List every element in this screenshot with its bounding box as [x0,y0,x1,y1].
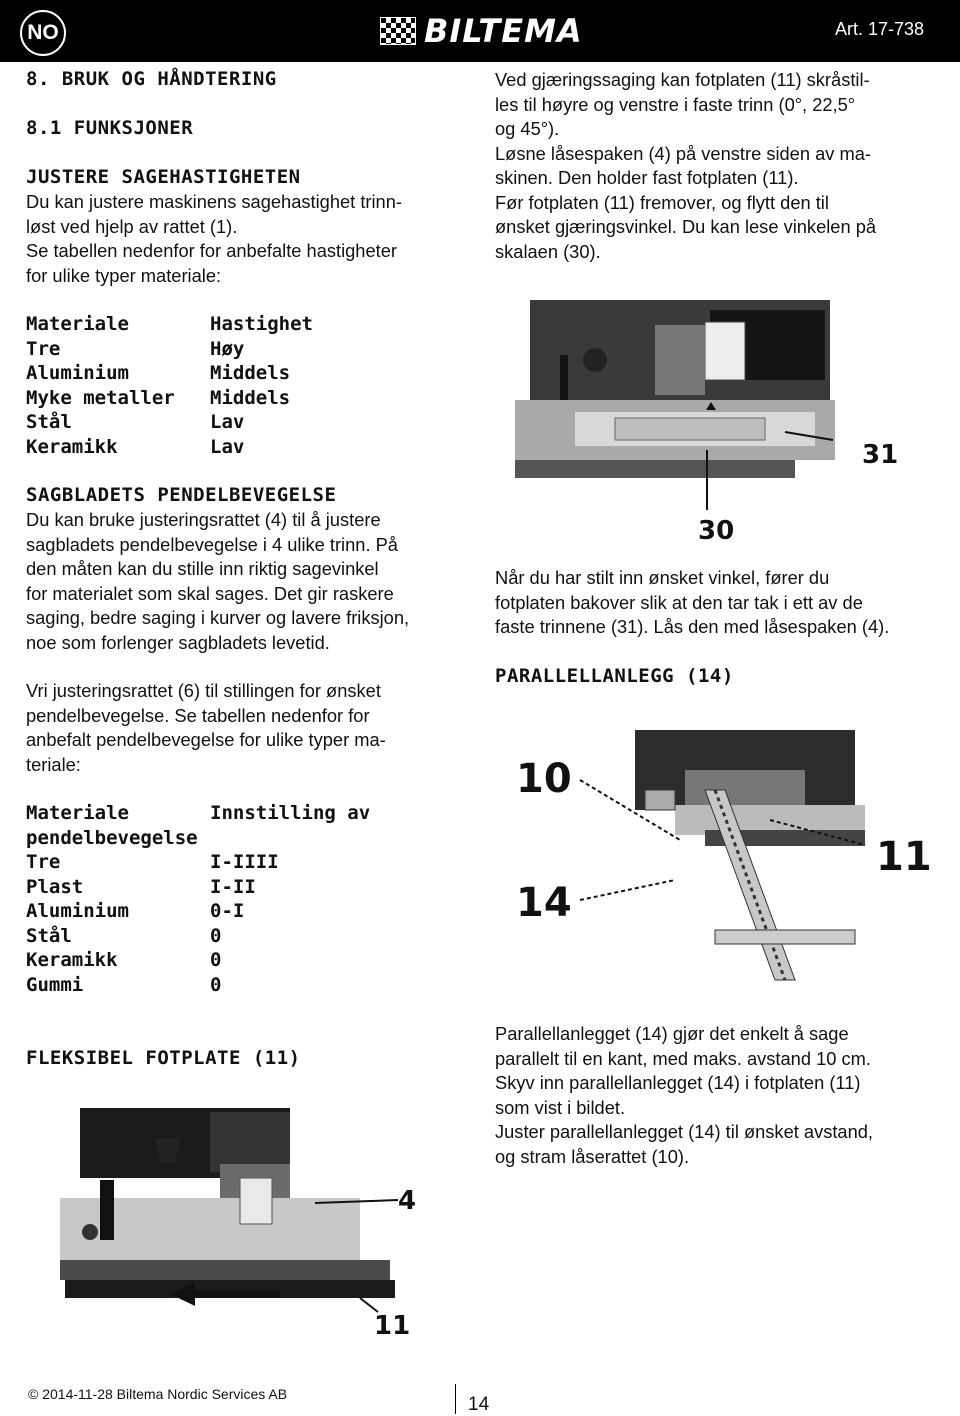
table-cell: 0 [210,924,222,947]
text-line: for materialet som skal sages. Det gir raskere [26,582,394,604]
table-row [26,875,370,900]
table-cell: Tre [26,851,61,873]
table-cell: Lav [210,411,245,433]
pendel-heading: SAGBLADETS PENDELBEVEGELSE [26,484,337,506]
text-line: Før fotplaten (11) fremover, og flytt den til [495,191,829,213]
article-number: Art. 17-738 [834,19,924,39]
page-number: 14 [468,1394,490,1415]
text-line: Når du har stilt inn ønsket vinkel, fører du [495,567,830,588]
table-cell: Middels [210,386,291,409]
table-cell: Keramikk [26,949,118,971]
table-row [26,948,370,973]
pendel-paragraph-1 [26,508,476,655]
table-cell: 0 [210,973,222,996]
text-line: den måten kan du stille inn riktig sagevinkel [26,558,379,579]
language-badge: NO [20,10,66,56]
callout-4: 4 [398,1186,417,1216]
text-line: Parallellanlegget (14) gjør det enkelt å sage [495,1023,849,1044]
table-header: Materiale [26,802,129,824]
text-line: pendelbevegelse. Se tabellen nedenfor for [26,704,370,726]
table-cell: Gummi [26,973,84,996]
table-cell: I-II [210,875,256,898]
text-line: Du kan justere maskinens sagehastighet trinn- [26,191,402,212]
table-cell: Stål [26,411,72,433]
table-cell: I-IIII [210,851,279,873]
angle-scale-photo [515,300,835,510]
table-header: pendelbevegelse [26,826,198,849]
text-line: anbefalt pendelbevegelse for ulike typer ma- [26,729,386,750]
text-line: ønsket gjæringsvinkel. Du kan lese vinkelen på [495,216,877,237]
text-line: løst ved hjelp av rattet (1). [26,215,238,237]
fotplate-heading: FLEKSIBEL FOTPLATE (11) [26,1047,301,1069]
table-header: Materiale [26,313,129,335]
brand-name: BILTEMA [424,12,583,50]
text-line: Se tabellen nedenfor for anbefalte hastigheter [26,240,397,261]
text-line: sagbladets pendelbevegelse i 4 ulike trinn. På [26,533,398,555]
table-cell: Lav [210,435,245,458]
text-line: teriale: [26,753,81,775]
table-row [26,435,313,460]
table-row [26,361,313,386]
footer-copyright: © 2014-11-28 Biltema Nordic Services AB [28,1386,288,1402]
pendel-table [26,801,370,997]
table-cell: Myke metaller [26,386,175,409]
subsection-title: 8.1 FUNKSJONER [26,117,194,139]
speed-paragraph [26,190,466,288]
pendel-paragraph-2 [26,679,476,777]
text-line: fotplaten bakover slik at den tar tak i ett av de [495,591,863,613]
text-line: Løsne låsespaken (4) på venstre siden av ma- [495,142,871,164]
text-line: Juster parallellanlegget (14) til ønsket avstand, [495,1121,874,1142]
table-row [26,386,313,411]
text-line: faste trinnene (31). Lås den med låsespaken (4). [495,616,890,637]
table-cell: Tre [26,337,61,360]
header-bar [0,0,960,62]
text-line: Skyv inn parallellanlegget (14) i fotplaten (11) [495,1072,861,1093]
section-title: 8. BRUK OG HÅNDTERING [26,68,277,90]
text-line: og stram låserattet (10). [495,1145,690,1167]
text-line: Du kan bruke justeringsrattet (4) til å justere [26,509,381,530]
text-line: parallelt til en kant, med maks. avstand 10 cm. [495,1047,871,1069]
parallel-heading: PARALLELLANLEGG (14) [495,665,734,687]
text-line: Ved gjæringssaging kan fotplaten (11) skråstil- [495,69,870,90]
speed-heading: JUSTERE SAGEHASTIGHETEN [26,166,301,188]
callout-31: 31 [862,440,899,470]
callout-11: 11 [374,1311,411,1341]
table-header-row [26,801,370,826]
text-line: og 45°). [495,118,560,139]
text-line: saging, bedre saging i kurver og lavere friksjon, [26,607,410,628]
table-row [26,337,313,362]
text-line: for ulike typer materiale: [26,264,222,286]
callout-10: 10 [516,756,572,802]
table-header: Hastighet [210,313,313,335]
text-line: som vist i bildet. [495,1096,626,1118]
callout-14: 14 [516,880,572,926]
table-row [26,924,370,949]
text-line: les til høyre og venstre i faste trinn (0°, 22,5° [495,93,856,115]
text-line: Vri justeringsrattet (6) til stillingen for ønsket [26,680,381,701]
table-header-row [26,312,313,337]
table-header-row [26,826,370,851]
table-cell: Plast [26,875,84,898]
brand-logo [380,14,583,48]
table-cell: Stål [26,924,72,947]
footer-divider [455,1384,456,1414]
table-row [26,899,370,924]
table-row [26,410,313,435]
table-cell: Middels [210,362,291,384]
checkered-flag-icon [380,17,416,45]
text-line: noe som forlenger sagbladets levetid. [26,631,330,653]
table-cell: Keramikk [26,435,118,458]
table-cell: Aluminium [26,900,129,922]
text-line: skalaen (30). [495,240,601,262]
angle-paragraph [495,68,935,264]
table-header: Innstilling av [210,802,371,824]
angle-scale-illustration [515,300,835,510]
callout-30: 30 [698,516,735,546]
jigsaw-footplate-illustration [60,1108,420,1348]
parallel-paragraph [495,1022,945,1169]
table-row [26,973,370,998]
callout-11-parallel: 11 [876,834,932,880]
table-cell: 0-I [210,900,245,922]
table-cell: Høy [210,337,245,360]
fotplate-photo [60,1108,420,1348]
table-cell: 0 [210,949,222,971]
table-row [26,850,370,875]
speed-table [26,312,313,459]
text-line: skinen. Den holder fast fotplaten (11). [495,167,799,188]
table-cell: Aluminium [26,362,129,384]
callout-leader-lines [560,760,890,930]
lock-paragraph [495,566,935,640]
